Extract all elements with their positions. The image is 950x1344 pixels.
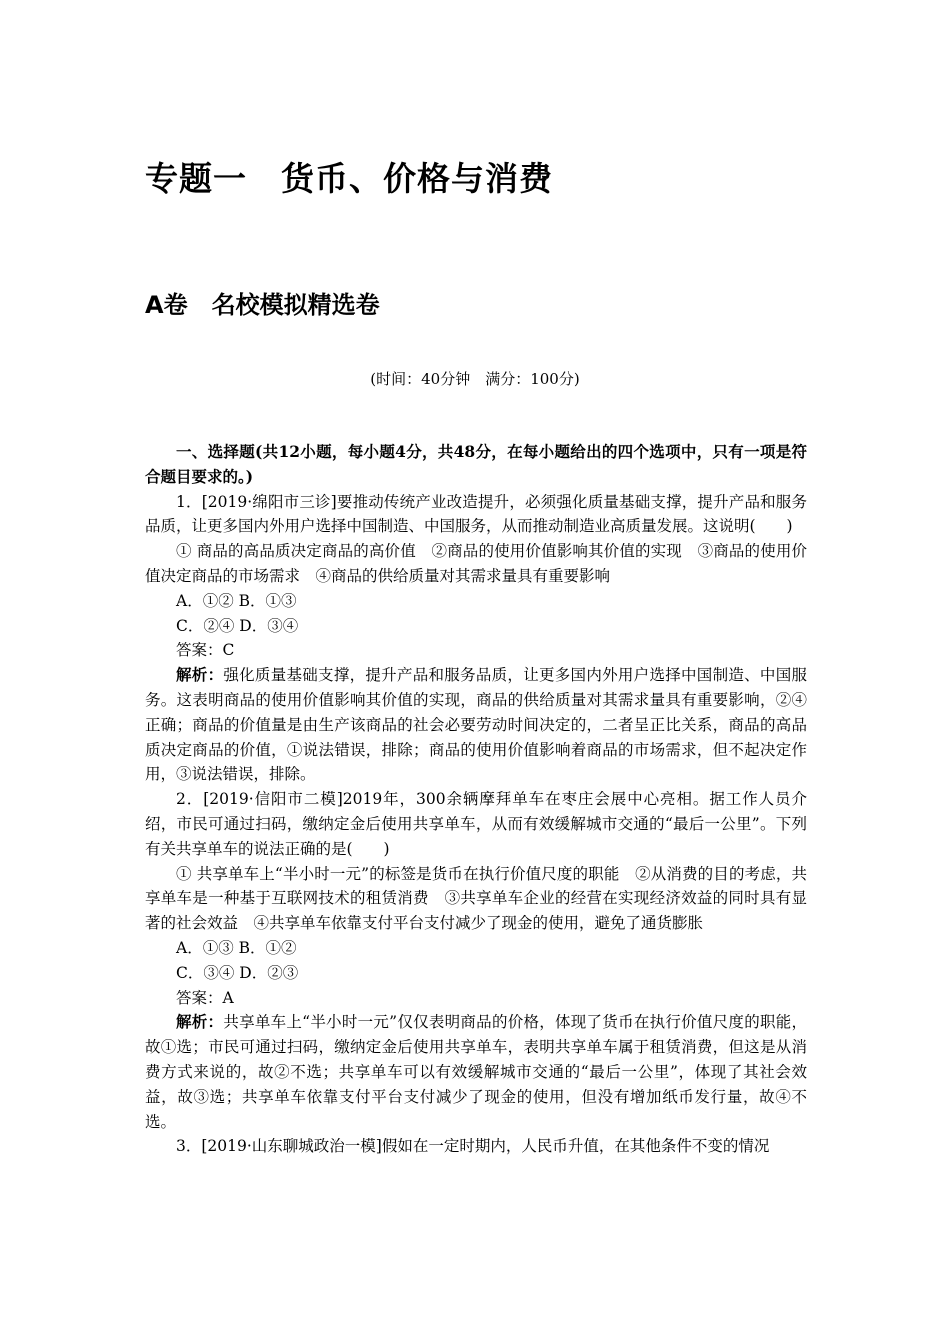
options-cd: C．③④ D．②③ (176, 963, 299, 982)
analysis (145, 1010, 807, 1134)
section-heading: 一、选择题(共12小题，每小题4分，共48分，在每小题给出的四个选项中，只有一项是符合题目要求的。) (145, 442, 807, 486)
question-stem: 2．[2019·信阳市二模]2019年，300余辆摩拜单车在枣庄会展中心亮相。据工作人员介绍，市民可通过扫码，缴纳定金后使用共享单车，从而有效缓解城市交通的“最后一公里”。下列有关共享单车的说法正确的是( ) (145, 790, 807, 858)
question-stem: 3．[2019·山东聊城政治一模]假如在一定时期内，人民币升值，在其他条件不变的情况 (176, 1137, 770, 1156)
analysis-label: 解析： (176, 665, 224, 685)
analysis-text: 强化质量基础支撑，提升产品和服务品质，让更多国内外用户选择中国制造、中国服务。这表明商品的使用价值影响其价值的实现，商品的供给质量对其需求量具有重要影响，②④正确；商品的价值量是由生产该商品的社会必要劳动时间决定的，二者呈正比关系，商品的高品质决定商品的价值，①说法错误，排除；商品的使用价值影响着商品的市场需求，但不起决定作用，③说法错误，排除。 (145, 666, 807, 784)
time-info: (时间：40分钟 满分：100分) (370, 370, 580, 388)
question-stem: 1．[2019·绵阳市三诊]要推动传统产业改造提升，必须强化质量基础支撑，提升产品和服务品质，让更多国内外用户选择中国制造、中国服务，从而推动制造业高质量发展。这说明( ) (145, 492, 807, 536)
options-ab: A．①② B．①③ (176, 591, 297, 610)
options-cd: C．②④ D．③④ (176, 616, 299, 635)
analysis-label: 解析： (176, 1012, 224, 1032)
page-title: 专题一 货币、价格与消费 (145, 159, 553, 198)
analysis-text: 共享单车上“半小时一元”仅仅表明商品的价格，体现了货币在执行价值尺度的职能，故①选；市民可通过扫码，缴纳定金后使用共享单车，表明共享单车属于租赁消费，但这是从消费方式来说的，故②不选；共享单车可以有效缓解城市交通的“最后一公里”，体现了其社会效益，故③选；共享单车依靠支付平台支付减少了现金的使用，但没有增加纸币发行量，故④不选。 (145, 1013, 807, 1131)
answer: 答案：C (176, 641, 235, 660)
question-statements: ① 商品的高品质决定商品的高价值 ②商品的使用价值影响其价值的实现 ③商品的使用价值决定商品的市场需求 ④商品的供给质量对其需求量具有重要影响 (145, 542, 807, 585)
options-ab: A．①③ B．①② (176, 938, 297, 957)
answer: 答案：A (176, 988, 234, 1007)
paper-subtitle: A卷 名校模拟精选卷 (145, 291, 380, 319)
analysis (145, 663, 807, 787)
question-statements: ① 共享单车上“半小时一元”的标签是货币在执行价值尺度的职能 ②从消费的目的考虑，共享单车是一种基于互联网技术的租赁消费 ③共享单车企业的经营在实现经济效益的同时具有显著的社会效益 ④共享单车依靠支付平台支付减少了现金的使用，避免了通货膨胀 (145, 864, 807, 933)
question-content (145, 440, 807, 1159)
